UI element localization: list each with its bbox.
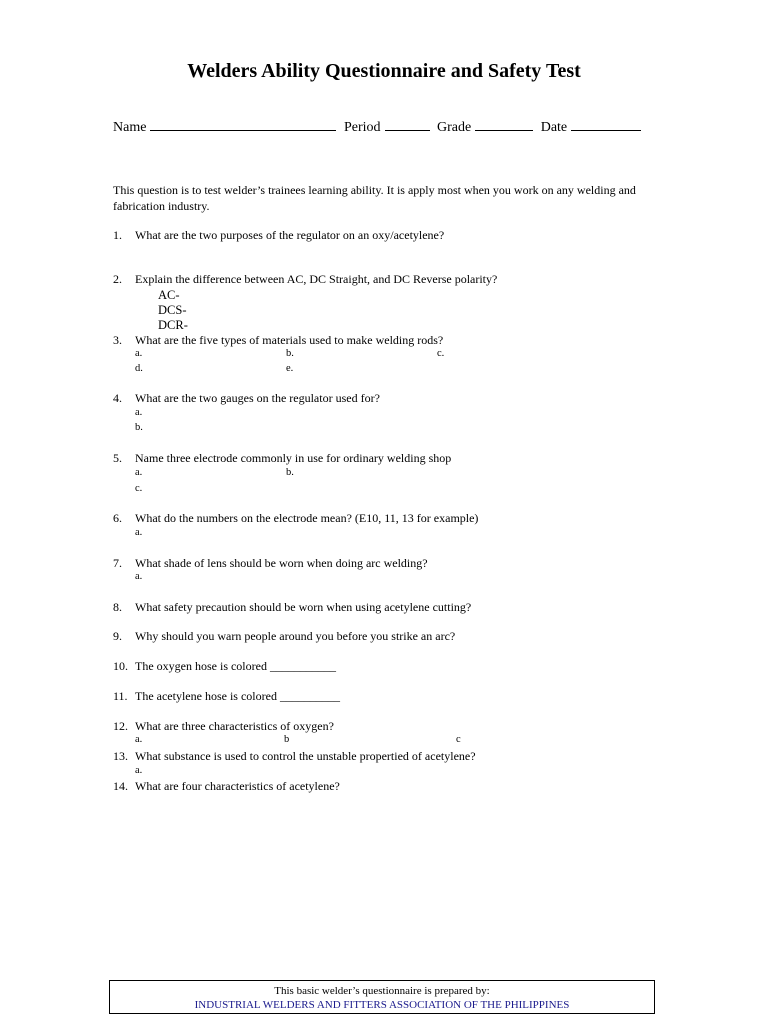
question-number: 8. xyxy=(113,600,122,614)
period-label: Period xyxy=(343,120,381,135)
question-text: What safety precaution should be worn when using acetylene cutting? xyxy=(135,600,472,614)
question-text: What are the two gauges on the regulator used for? xyxy=(135,391,380,405)
question-number: 13. xyxy=(113,749,128,763)
answer-a: a. xyxy=(135,571,143,582)
question-number: 2. xyxy=(113,272,122,286)
answer-b: b. xyxy=(135,422,143,433)
question-number: 14. xyxy=(113,779,128,793)
grade-label: Grade xyxy=(437,120,472,135)
question-text: What are three characteristics of oxygen? xyxy=(135,719,334,733)
name-label: Name xyxy=(113,120,147,135)
answer-d: d. xyxy=(135,363,143,374)
question-text: What are four characteristics of acetylene? xyxy=(135,779,340,793)
page-title: Welders Ability Questionnaire and Safety Test xyxy=(187,60,581,82)
grade-blank[interactable] xyxy=(475,129,533,131)
question-text: What shade of lens should be worn when doing arc welding? xyxy=(135,556,428,570)
question-text: The oxygen hose is colored ___________ xyxy=(135,659,336,673)
date-blank[interactable] xyxy=(571,129,641,131)
answer-c: c. xyxy=(437,348,445,359)
question-text: Why should you warn people around you before you strike an arc? xyxy=(135,629,456,643)
question-number: 1. xyxy=(113,228,122,242)
answer-ac: AC- xyxy=(158,288,180,302)
student-info-line xyxy=(113,120,645,136)
answer-dcr: DCR- xyxy=(158,318,188,332)
question-text: What substance is used to control the unstable propertied of acetylene? xyxy=(135,749,476,763)
question-number: 11. xyxy=(113,689,128,703)
answer-c: c. xyxy=(135,483,143,494)
answer-a: a. xyxy=(135,407,143,418)
answer-a: a. xyxy=(135,527,143,538)
answer-a: a. xyxy=(135,467,143,478)
answer-c: c xyxy=(456,734,461,745)
question-number: 3. xyxy=(113,333,122,347)
question-text: The acetylene hose is colored __________ xyxy=(135,689,340,703)
footer-prepared-by: This basic welder’s questionnaire is prepared by: xyxy=(274,985,490,997)
answer-b: b xyxy=(284,734,290,745)
footer-box xyxy=(109,980,655,1014)
question-number: 6. xyxy=(113,511,122,525)
intro-paragraph: This question is to test welder’s trainees learning ability. It is apply most when you work on any welding and fabrication industry. xyxy=(113,183,636,213)
date-label: Date xyxy=(540,120,568,135)
question-text: What do the numbers on the electrode mean? (E10, 11, 13 for example) xyxy=(135,511,479,525)
answer-a: a. xyxy=(135,765,143,776)
answer-a: a. xyxy=(135,734,143,745)
answer-b: b. xyxy=(286,348,294,359)
footer-organization: INDUSTRIAL WELDERS AND FITTERS ASSOCIATION OF THE PHILIPPINES xyxy=(194,999,570,1011)
answer-a: a. xyxy=(135,348,143,359)
answer-dcs: DCS- xyxy=(158,303,187,317)
question-number: 10. xyxy=(113,659,128,673)
question-text: Explain the difference between AC, DC Straight, and DC Reverse polarity? xyxy=(135,272,498,286)
question-number: 9. xyxy=(113,629,122,643)
question-text: What are the two purposes of the regulator on an oxy/acetylene? xyxy=(135,228,445,242)
name-blank[interactable] xyxy=(150,129,336,131)
answer-e: e. xyxy=(286,363,294,374)
question-number: 5. xyxy=(113,451,122,465)
question-number: 12. xyxy=(113,719,128,733)
question-number: 4. xyxy=(113,391,122,405)
question-number: 7. xyxy=(113,556,122,570)
period-blank[interactable] xyxy=(385,129,430,131)
answer-b: b. xyxy=(286,467,294,478)
question-text: What are the five types of materials used to make welding rods? xyxy=(135,333,444,347)
question-text: Name three electrode commonly in use for ordinary welding shop xyxy=(135,451,452,465)
